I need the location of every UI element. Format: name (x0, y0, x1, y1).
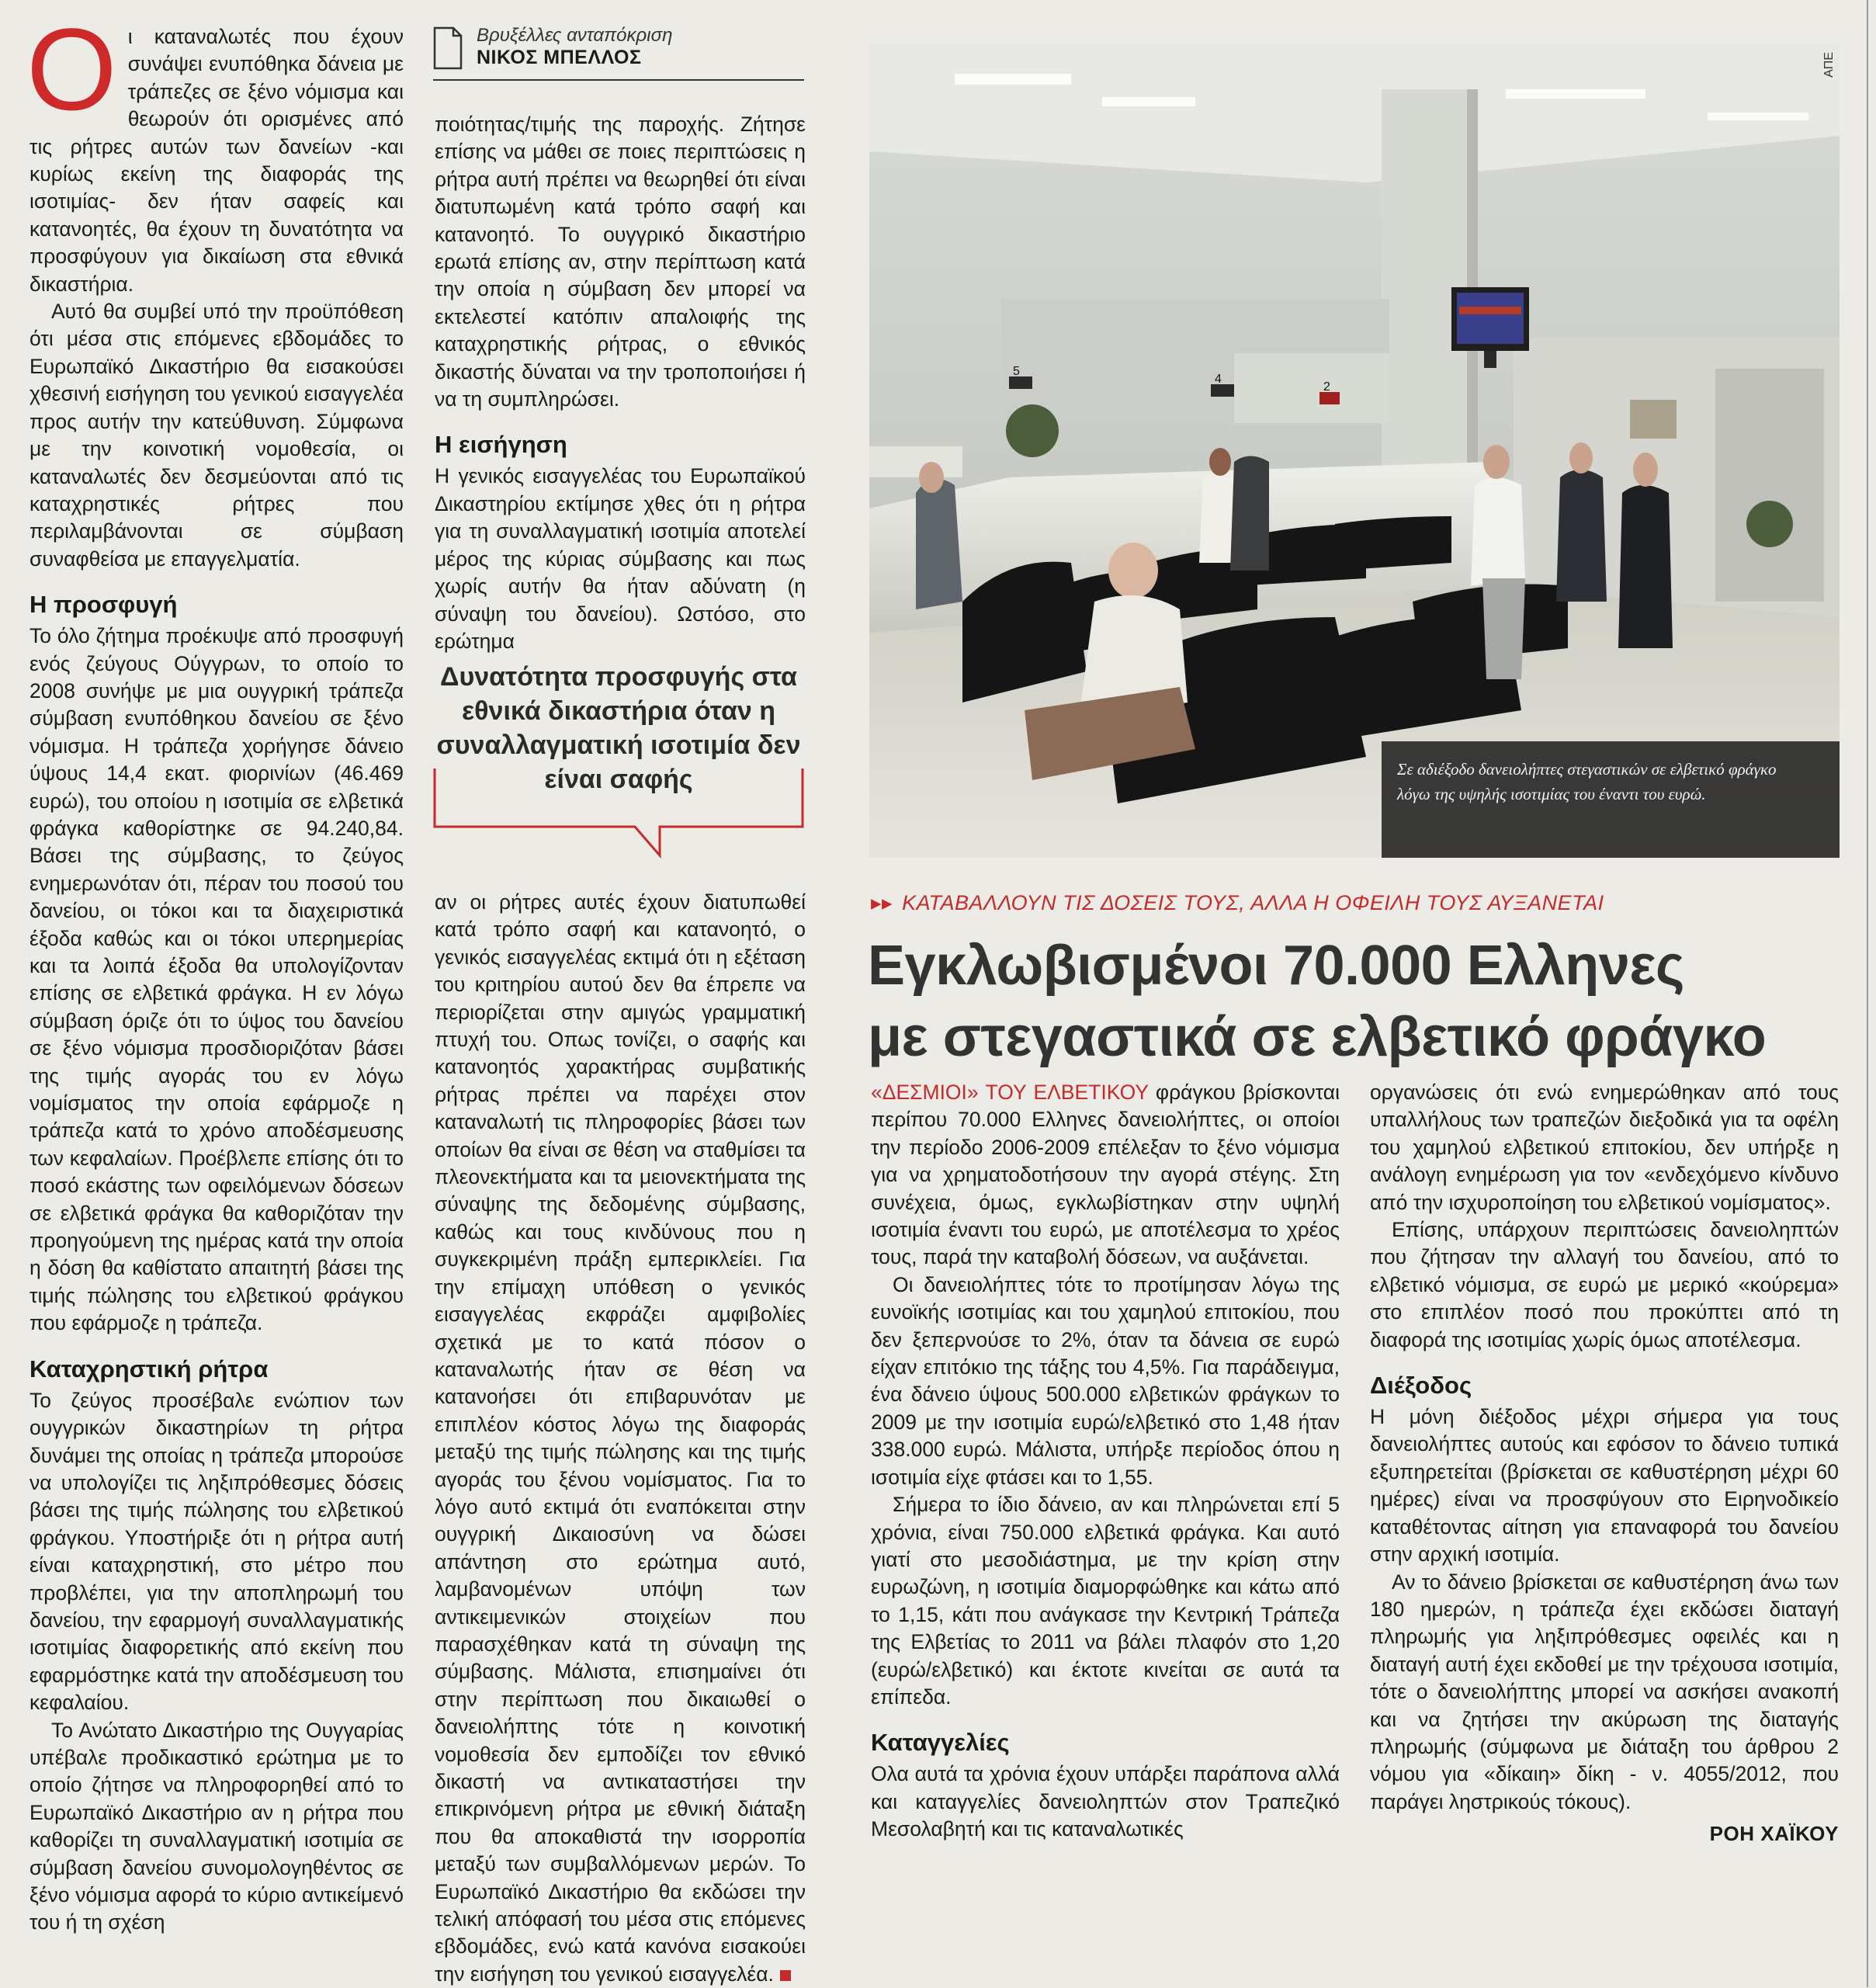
subheading-diexodos: Διέξοδος (1370, 1372, 1472, 1400)
byline-role: Βρυξέλλες ανταπόκριση (477, 25, 673, 46)
document-icon (433, 26, 463, 70)
lead-red-text: «ΔΕΣΜΙΟΙ» ΤΟΥ ΕΛΒΕΤΙΚΟΥ (871, 1081, 1149, 1104)
page-edge-rule (1867, 0, 1868, 1987)
photo-credit: ΑΠΕ (1822, 52, 1836, 78)
subheading-eisigisi: Η εισήγηση (435, 431, 567, 459)
col2-paragraph-3 (435, 889, 806, 1988)
kicker (871, 891, 1841, 915)
article-column-2-bottom (435, 889, 806, 1988)
story-column-1 (871, 1079, 1340, 1844)
story-column-2 (1370, 1079, 1839, 1848)
story-paragraph-2: Οι δανειολήπτες τότε το προτίμησαν λόγω της ευνοϊκής ισοτιμίας και του χαμηλού επιτοκίου, που δεν ξεπερνούσε το 2%, όταν τα δάνεια σε ευρώ είχαν επιτόκιο της τάξης του 4,5%. Για παράδειγμα, ένα δάνειο ύψους 500.000 ελβετικών φράγκων το 2009 με την ισοτιμία ευρώ/ελβετικό στο 1,48 ήταν 338.000 ευρώ. Μάλιστα, υπήρξε περίοδος όπου η ισοτιμία είχε φτάσει και το 1,55. (871, 1272, 1340, 1489)
col1-paragraph-5: Το Ανώτατο Δικαστήριο της Ουγγαρίας υπέβαλε προδικαστικό ερώτημα με το οποίο ζήτησε να πληροφορηθεί από το Ευρωπαϊκό Δικαστήριο αν η ρήτρα που καθορίζει τη συναλλαγματική ισοτιμία σε σύμβαση δανείου συνομολογηθέντος σε ξένο νόμισμα αφορά το κύριο αντικείμενό του ή τη σχέση (29, 1718, 404, 1934)
subheading-kataggelies: Καταγγελίες (871, 1729, 1010, 1757)
counter-number-5: 5 (1013, 365, 1020, 378)
end-mark (780, 1970, 791, 1981)
story-paragraph-1-text: φράγκου βρίσκονται περίπου 70.000 Ελληνες δανειολήπτες, οι οποίοι την περίοδο 2006-2009 επέλεξαν το ξένο νόμισμα για να χρηματοδοτήσουν την αγορά στέγης. Στη συνέχεια, όμως, εγκλωβίστηκαν στην υψηλή ισοτιμία έναντι του ευρώ, με αποτέλεσμα το χρέος τους, παρά την καταβολή δόσεων, να αυξάνεται. (871, 1081, 1340, 1269)
subheading-katachristiki: Καταχρηστική ρήτρα (29, 1355, 269, 1383)
story-paragraph-8: Αν το δάνειο βρίσκεται σε καθυστέρηση άνω των 180 ημερών, η τράπεζα έχει εκδώσει διαταγή πληρωμής για ληξιπρόθεσμες οφειλές και η διαταγή αυτή έχει εκδοθεί με την τρέχουσα ισοτιμία, τότε ο δανειολήπτης μπορεί να ασκήσει ανακοπή και να ζητήσει την ακύρωση της διαταγής πληρωμής (σύμφωνα με διάταξη του άρθρου 2 νόμου για «δίκαιη» δίκη - ν. 4055/2012, που παράγει ληστρικούς τόκους). (1370, 1570, 1839, 1813)
article-column-2-top (435, 111, 806, 655)
subheading-prosfygi: Η προσφυγή (29, 591, 178, 619)
dropcap-letter: Ο (26, 4, 117, 134)
byline (433, 23, 804, 81)
col1-paragraph-3: Το όλο ζήτημα προέκυψε από προσφυγή ενός ζεύγους Ούγγρων, το οποίο το 2008 συνήψε με μια ουγγρική τράπεζα σύμβαση ενυπόθηκου δανείου σε ξένο νόμισμα. Η τράπεζα χορήγησε δάνειο ύψους 14,4 εκατ. φιορινίων (46.469 ευρώ), του οποίου η ισοτιμία σε ελβετικά φράγκα καθορίστηκε σε 94.240,84. Βάσει της σύμβασης, το ζεύγος ενημερωνόταν ότι, πέραν του ποσού του δανείου, οι τόκοι και τα διαχειριστικά έξοδα καθώς και οι τόκοι υπερημερίας και τα λοιπά έξοδα θα υπολογίζονταν επίσης σε ελβετικά φράγκα. Η εν λόγω σύμβαση όριζε ότι το ύψος του δανείου σε ξένο νόμισμα προσδιοριζόταν βάσει της τιμής αγοράς του εν λόγω νομίσματος την οποία εφάρμοζε η τράπεζα κατά το χρόνο αποδέσμευσης των κεφαλαίων. Προέβλεπε επίσης ότι το ποσό εκάστης των οφειλόμενων δόσεων σε ελβετικά φράγκα θα καθοριζόταν την προηγούμενη της ημέρας κατά την οποία η δόση θα καθίστατο απαιτητή βάσει της τιμής πώλησης του ελβετικού φράγκου που εφάρμοζε η τράπεζα. (29, 624, 404, 1335)
counter-number-4: 4 (1215, 373, 1222, 386)
headline-line-1: Εγκλωβισμένοι 70.000 Ελληνες (868, 935, 1684, 997)
photo-caption: Σε αδιέξοδο δανειολήπτες στεγαστικών σε ελβετικό φράγκο λόγω της υψηλής ισοτιμίας του έναντι του ευρώ. (1397, 760, 1777, 803)
kicker-text: ΚΑΤΑΒΑΛΛΟΥΝ ΤΙΣ ΔΟΣΕΙΣ ΤΟΥΣ, ΑΛΛΑ Η ΟΦΕΙΛΗ ΤΟΥΣ ΑΥΞΑΝΕΤΑΙ (902, 891, 1604, 914)
article-column-1 (26, 4, 404, 1937)
story-paragraph-6: Επίσης, υπάρχουν περιπτώσεις δανειοληπτών που ζήτησαν την αλλαγή του δανείου, από το ελβετικό νόμισμα, σε ευρώ με μερικό «κούρεμα» στο επιπλέον ποσό που προκύπτει από τη διαφορά της ισοτιμίας χωρίς όμως αποτέλεσμα. (1370, 1218, 1839, 1351)
headline-line-2: με στεγαστικά σε ελβετικό φράγκο (868, 1006, 1767, 1068)
bank-interior-photo (869, 43, 1840, 858)
kicker-arrows-icon: ▸▸ (871, 891, 893, 914)
story-paragraph-3: Σήμερα το ίδιο δάνειο, αν και πληρώνεται επί 5 χρόνια, είναι 750.000 ελβετικά φράγκα. Και αυτό γιατί στο μεσοδιάστημα, με την κρίση στην ευρωζώνη, η ισοτιμία διαμορφώθηκε και κάτω από το 1,15, κάτι που ανάγκασε την Κεντρική Τράπεζα της Ελβετίας το 2011 να βάλει πλαφόν στο 1,20 (ευρώ/ελβετικό) και έκτοτε κινείται σε αυτά τα επίπεδα. (871, 1493, 1340, 1709)
story-paragraph-4: Ολα αυτά τα χρόνια έχουν υπάρξει παράπονα αλλά και καταγγελίες δανειοληπτών στον Τραπεζικό Μεσολαβητή και τις καταναλωτικές (871, 1762, 1340, 1841)
pull-quote-text: Δυνατότητα προσφυγής στα εθνικά δικαστήρια όταν η συναλλαγματική ισοτιμία δεν είναι σαφής (436, 662, 801, 794)
story-author: ΡΟΗ ΧΑΪΚΟΥ (1709, 1822, 1839, 1846)
pull-quote (433, 660, 804, 831)
col1-paragraph-4: Το ζεύγος προσέβαλε ενώπιον των ουγγρικών δικαστηρίων τη ρήτρα δυνάμει της οποίας η τράπεζα μπορούσε να υπολογίζει τις ληξιπρόθεσμες δόσεις βάσει της τιμής πώλησης του ελβετικού φράγκου. Υποστήριξε ότι η ρήτρα αυτή είναι καταχρηστική, στο μέτρο που προβλέπει, για την αποπληρωμή του δανείου, την εφαρμογή συναλλαγματικής ισοτιμίας διαφορετικής από εκείνη που εφαρμόστηκε κατά την αποδέσμευση του κεφαλαίου. (29, 1388, 404, 1715)
story-paragraph-7: Η μόνη διέξοδος μέχρι σήμερα για τους δανειολήπτες αυτούς και εφόσον το δάνειο τυπικά εξυπηρετείται (βρίσκεται σε καθυστέρηση μέχρι 60 ημέρες) είναι να προσφύγουν στο Ειρηνοδικείο καταθέτοντας αίτηση για επαναφορά του δανείου στην αρχική ισοτιμία. (1370, 1405, 1839, 1566)
counter-number-2: 2 (1323, 380, 1330, 394)
col1-paragraph-1: ι καταναλωτές που έχουν συνάψει ενυπόθηκα δάνεια με τράπεζες σε ξένο νόμισμα και θεωρούν ότι ορισμένες από τις ρήτρες αυτών των δανείων -και κυρίως εκείνη της διαφοράς της ισοτιμίας- δεν ήταν σαφείς και κατανοητές, θα έχουν τη δυνατότητα να προσφύγουν για δικαίωση στα εθνικά δικαστήρια. (29, 25, 404, 296)
headline (868, 930, 1846, 1073)
story-paragraph-5: οργανώσεις ότι ενώ ενημερώθηκαν από τους υπαλλήλους των τραπεζών διεξοδικά για τα οφέλη του χαμηλού ελβετικού επιτοκίου, δεν υπήρξε η ανάλογη ενημέρωση για τον «ενδεχόμενο κίνδυνο από την ισχυροποίηση του ελβετικού νομίσματος». (1370, 1081, 1839, 1214)
col1-paragraph-2: Αυτό θα συμβεί υπό την προϋπόθεση ότι μέσα στις επόμενες εβδομάδες το Ευρωπαϊκό Δικαστήριο θα εισακούσει χθεσινή εισήγηση του γενικού εισαγγελέα προς αυτήν την κατεύθυνση. Σύμφωνα με την κοινοτική νομοθεσία, οι καταναλωτές δεν δεσμεύονται από τις καταχρηστικές ρήτρες που περιλαμβάνονται σε σύμβαση συναφθείσα με επαγγελματία. (29, 300, 404, 571)
col2-paragraph-2: Η γενικός εισαγγελέας του Ευρωπαϊκού Δικαστηρίου εκτίμησε χθες ότι η ρήτρα για τη συναλλαγματική ισοτιμία αποτελεί μέρος της κύριας σύμβασης και πως χωρίς αυτήν θα ήταν αδύνατη (η σύναψη του δανείου). Ωστόσο, στο ερώτημα (435, 464, 806, 653)
story-paragraph-1 (871, 1079, 1340, 1272)
col2-paragraph-1: ποιότητας/τιμής της παροχής. Ζήτησε επίσης να μάθει σε ποιες περιπτώσεις η ρήτρα αυτή πρέπει να θεωρηθεί ότι είναι διατυπωμένη κατά τρόπο σαφή και κατανοητό. Το ουγγρικό δικαστήριο ερωτά επίσης αν, στην περίπτωση κατά την οποία η σύμβαση δεν μπορεί να εκτελεστεί κατόπιν απαλοιφής της καταχρηστικής ρήτρας, ο εθνικός δικαστής δύναται να την τροποποιήσει ή να τη συμπληρώσει. (435, 113, 806, 411)
col2-paragraph-3-text: αν οι ρήτρες αυτές έχουν διατυπωθεί κατά τρόπο σαφή και κατανοητό, ο γενικός εισαγγελέας εκτιμά ότι η εξέταση του κριτηρίου αυτού δεν θα έπρεπε να περιορίζεται στην αμιγώς γραμματική πτυχή του. Οπως τονίζει, ο σαφής και κατανοητός χαρακτήρας συμβατικής ρήτρας πρέπει να παρέχει στον καταναλωτή τις πληροφορίες βάσει των οποίων θα είναι σε θέση να σταθμίσει τα πλεονεκτήματα και τα μειονεκτήματα της σύναψης της δεδομένης σύμβασης, καθώς και τους κινδύνους που η συγκεκριμένη πράξη εμπερικλείει. Για την επίμαχη υπόθεση ο γενικός εισαγγελέας εκφράζει αμφιβολίες σχετικά με το κατά πόσον ο καταναλωτής ήταν σε θέση να κατανοήσει ότι επιβαρυνόταν με επιπλέον κόστος λόγω της διαφοράς μεταξύ της τιμής πώλησης και της τιμής αγοράς του ξένου νομίσματος. Για το λόγο αυτό εκτιμά ότι εναπόκειται στην ουγγρική Δικαιοσύνη να δώσει απάντηση στο ερώτημα αυτό, λαμβανομένων υπόψη των αντικειμενικών στοιχείων που παρασχέθηκαν κατά τη σύναψη της σύμβασης. Μάλιστα, επισημαίνει ότι στην περίπτωση που δικαιωθεί ο δανειολήπτης τότε η κοινοτική νομοθεσία δεν εμποδίζει τον εθνικό δικαστή να αντικαταστήσει την επικρινόμενη ρήτρα με εθνική διάταξη που θα αποκαθιστά την ισορροπία μεταξύ των συμβαλλόμενων μερών. Το Ευρωπαϊκό Δικαστήριο θα εκδώσει την τελική απόφασή του μέσα στις επόμενες εβδομάδες, ενώ κατά κανόνα εισακούει την εισήγηση του γενικού εισαγγελέα. (435, 890, 806, 1986)
byline-name: ΝΙΚΟΣ ΜΠΕΛΛΟΣ (477, 47, 642, 68)
photo-illustration (869, 43, 1840, 858)
